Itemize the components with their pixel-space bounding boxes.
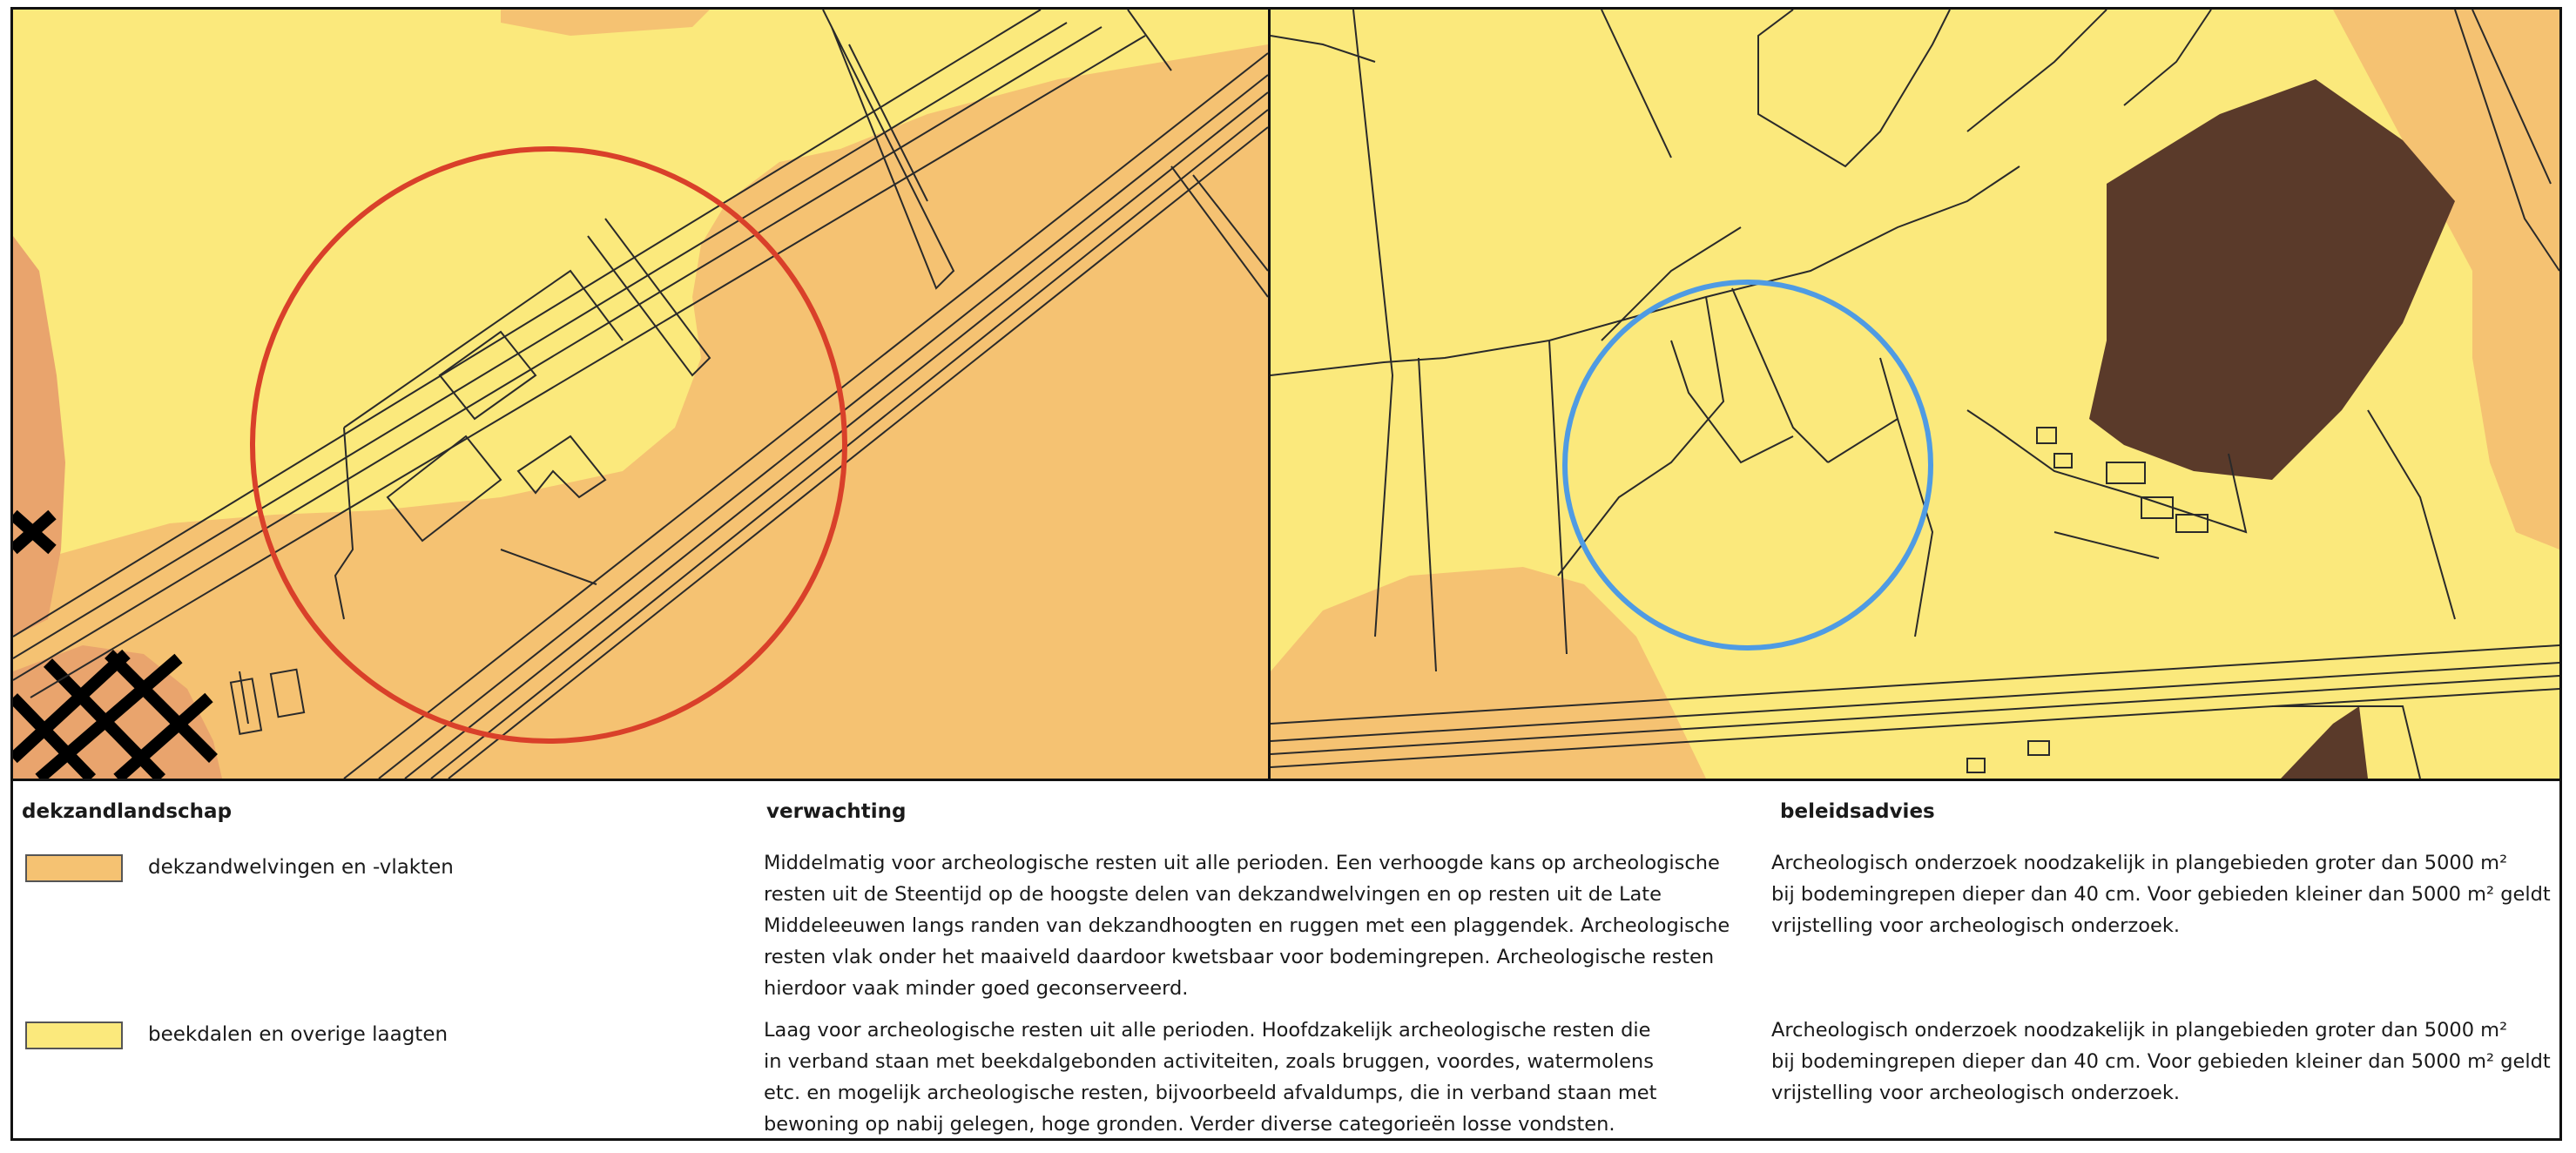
map-right-canvas xyxy=(1271,10,2559,779)
legend-category-label: beekdalen en overige laagten xyxy=(148,1023,448,1046)
legend-advice-text: Archeologisch onderzoek noodzakelijk in plangebieden groter dan 5000 m² bij bodemingrepen dieper dan 40 cm. Voor gebieden kleiner dan 5000 m² geldt vrijstelling voor archeologisch onderzoek. xyxy=(1771,1019,2551,1104)
map-left-canvas xyxy=(13,10,1268,779)
legend-advice-text: Archeologisch onderzoek noodzakelijk in plangebieden groter dan 5000 m² bij bodemingrepen dieper dan 40 cm. Voor gebieden kleiner dan 5000 m² geldt vrijstelling voor archeologisch onderzoek. xyxy=(1771,852,2551,937)
legend-swatch-dekzand xyxy=(25,854,123,882)
header-landscape: dekzandlandschap xyxy=(22,800,233,823)
legend-table xyxy=(13,779,2559,1141)
header-advice: beleidsadvies xyxy=(1780,800,1935,823)
map-right xyxy=(1271,10,2559,779)
header-expectation: verwachting xyxy=(766,800,907,823)
map-left xyxy=(13,10,1271,779)
legend-category-label: dekzandwelvingen en -vlakten xyxy=(148,856,454,879)
figure-frame xyxy=(10,7,2562,1141)
legend-expectation-text: Laag voor archeologische resten uit alle perioden. Hoofdzakelijk archeologische resten die in verband staan met beekdalgebonden activiteiten, zoals bruggen, voordes, watermolens etc. en mogelijk archeologische resten, bijvoorbeeld afvaldumps, die in verband staan met bewoning op nabij gelegen, hoge gronden. Verder diverse categorieën losse vondsten. xyxy=(764,1019,1657,1136)
legend-expectation-text: Middelmatig voor archeologische resten uit alle perioden. Een verhoogde kans op archeologische resten uit de Steentijd op de hoogste delen van dekzandwelvingen en op resten uit de Late Middeleeuwen langs randen van dekzandhoogten en ruggen met een plaggendek. Archeologische resten vlak onder het maaiveld daardoor kwetsbaar voor bodemingrepen. Archeologische resten hierdoor vaak minder goed geconserveerd. xyxy=(764,852,1730,1000)
legend-swatch-beekdal xyxy=(25,1022,123,1049)
